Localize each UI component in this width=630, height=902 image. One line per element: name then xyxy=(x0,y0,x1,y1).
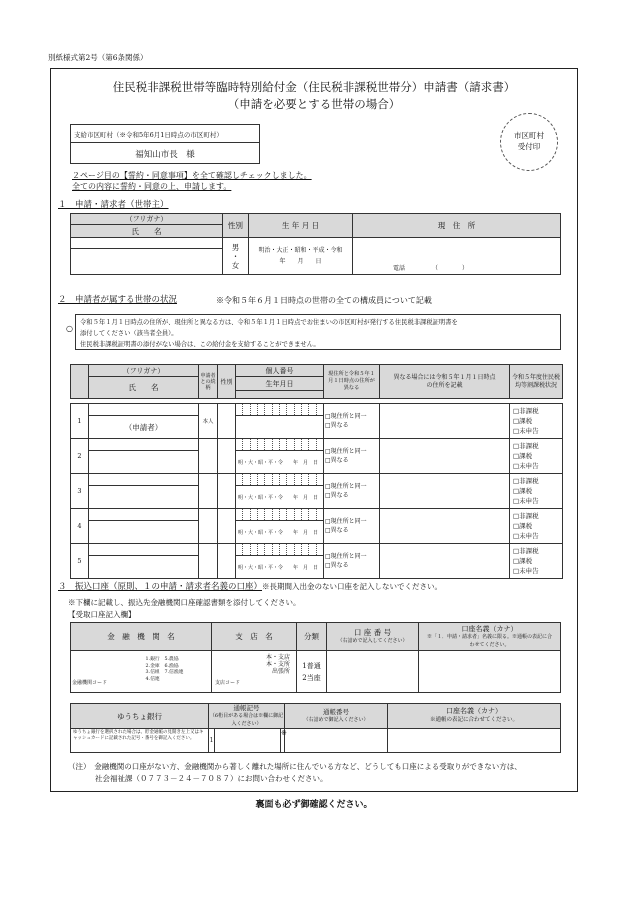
member-furigana-field[interactable] xyxy=(89,509,199,521)
account-number-header: 口 座 番 号 （右詰めで記入してください） xyxy=(327,623,419,651)
passbook-mark-field[interactable] xyxy=(215,729,281,753)
confirm-line-2: 全ての内容に誓約・同意の上、申請します。 xyxy=(72,182,232,191)
applicant-dob[interactable]: 明治・大正・昭和・平成・令和 年 月 日 xyxy=(249,238,353,275)
section1-heading: １ 申請・請求者（世帯主） xyxy=(58,200,169,210)
account-kana-field[interactable] xyxy=(419,651,561,693)
member-same-address[interactable]: □現住所と同一 □異なる xyxy=(324,509,380,544)
note-line-2: 社会福祉課（０７７３－２４－７０８７）にお問い合わせください。 xyxy=(95,774,328,783)
member-name-header: 氏 名 xyxy=(89,377,199,399)
confirm-line-1: ２ページ目の【誓約・同意事項】を全て確認しチェックしました。 xyxy=(72,171,312,180)
dob-header: 生 年 月 日 xyxy=(249,214,353,238)
member-no: 2 xyxy=(71,439,89,474)
member-dob-field[interactable]: 明・大・昭・平・令 年 月 日 xyxy=(236,451,324,474)
applicant-furigana-field[interactable] xyxy=(71,238,223,249)
member-dob-field[interactable]: 明・大・昭・平・令 年 月 日 xyxy=(236,556,324,579)
member-name-field[interactable]: （申請者） xyxy=(89,416,199,439)
reception-stamp: 市区町村 受付印 xyxy=(500,113,558,171)
member-relation[interactable]: 本人 xyxy=(199,404,218,439)
yucho-kana-header: 口座名義（カナ） ※通帳の表記に合わせてください。 xyxy=(388,704,561,729)
member-furigana-field[interactable] xyxy=(89,439,199,451)
member-dob-header: 生年月日 xyxy=(236,377,324,391)
kome-mark: ※ xyxy=(281,729,285,753)
member-same-address[interactable]: □現住所と同一 □異なる xyxy=(324,474,380,509)
member-row xyxy=(71,509,563,521)
member-no: 1 xyxy=(71,404,89,439)
section3-heading-wrap xyxy=(58,583,442,593)
form-subtitle: （申請を必要とする世帯の場合） xyxy=(227,97,401,111)
account-kana-header: 口座名義（カナ） ※「１．申請・請求者」名義に限る。※通帳の表記に合わせてください。 xyxy=(419,623,561,651)
member-rows xyxy=(70,403,562,579)
receiving-account-label: 【受取口座記入欄】 xyxy=(68,610,136,619)
relation-header: 申請者との続柄 xyxy=(199,365,218,399)
municipality-label: 支給市区町村（※令和5年6月1日時点の市区町村） xyxy=(71,125,259,143)
member-dob-field[interactable] xyxy=(236,416,324,439)
member-no: 5 xyxy=(71,544,89,579)
certificate-notice: 令和５年１月１日時点の住所が、現住所と異なる方は、令和５年１月１日時点でお住まいの市区町村が発行する住民税非課税証明書を 添付してください（該当者全員）。 住民税非課税証明書の添付がない場合は、この給付金を支給することができません。 xyxy=(75,314,561,350)
member-jan-address[interactable] xyxy=(380,404,510,439)
member-furigana-header: （フリガナ） xyxy=(89,365,199,377)
name-header: 氏 名 xyxy=(71,225,223,238)
member-no: 4 xyxy=(71,509,89,544)
member-same-address[interactable]: □現住所と同一 □異なる xyxy=(324,404,380,439)
branch-name-header: 支 店 名 xyxy=(212,623,297,651)
circle-mark: ○ xyxy=(66,324,73,333)
footer-notice: 裏面も必ず御確認ください。 xyxy=(255,800,373,810)
branch-code-label: 支店コード xyxy=(215,680,241,686)
address-header: 現 住 所 xyxy=(353,214,561,238)
yucho-header: ゆうちょ銀行 xyxy=(71,704,209,729)
bank-type-options[interactable]: 1.銀行 5.農協 2.金庫 6.漁協 3.信組 7.信漁連 4.信連 xyxy=(144,651,212,693)
member-id-field[interactable] xyxy=(236,544,324,556)
furigana-header: （フリガナ） xyxy=(71,214,223,225)
applicant-gender[interactable]: 男 ・ 女 xyxy=(223,238,249,275)
member-row xyxy=(71,544,563,556)
municipality-name: 福知山市長 様 xyxy=(135,150,195,160)
passbook-number-header: 通帳番号 （右詰めで御記入ください） xyxy=(285,704,388,729)
member-furigana-field[interactable] xyxy=(89,474,199,486)
member-name-field[interactable] xyxy=(89,556,199,579)
member-jan-address[interactable] xyxy=(380,544,510,579)
member-row xyxy=(71,474,563,486)
member-same-address[interactable]: □現住所と同一 □異なる xyxy=(324,439,380,474)
member-relation[interactable] xyxy=(199,544,218,579)
member-jan-address[interactable] xyxy=(380,439,510,474)
id-number-header: 個人番号 xyxy=(236,365,324,377)
gender-header: 性別 xyxy=(223,214,249,238)
member-relation[interactable] xyxy=(199,509,218,544)
branch-type-options[interactable]: 本・支店 本・支所 出張所 xyxy=(212,651,297,693)
member-tax-status[interactable]: □非課税 □課税 □未申告 xyxy=(510,544,563,579)
member-jan-address[interactable] xyxy=(380,509,510,544)
section3-heading: ３ 振込口座（原則、１の申請・請求者名義の口座） xyxy=(58,582,263,592)
applicant-address[interactable]: 電話 （ ） xyxy=(353,238,561,275)
member-tax-status[interactable]: □非課税 □課税 □未申告 xyxy=(510,509,563,544)
member-row xyxy=(71,439,563,451)
member-furigana-field[interactable] xyxy=(89,544,199,556)
member-id-field[interactable] xyxy=(236,474,324,486)
member-gender-header: 性別 xyxy=(218,365,236,399)
member-gender[interactable] xyxy=(218,474,236,509)
bank-name-header: 金 融 機 関 名 xyxy=(71,623,212,651)
note-line-1: （注） 金融機関の口座がない方、金融機関から著しく離れた場所に住んでいる方など、どうしても口座による受取りができない方は、 xyxy=(68,762,522,771)
account-number-field[interactable] xyxy=(327,651,419,693)
account-type-options[interactable]: 1普通 2当座 xyxy=(297,651,327,693)
member-gender[interactable] xyxy=(218,439,236,474)
applicant-table xyxy=(70,213,561,275)
member-name-field[interactable] xyxy=(89,521,199,544)
member-jan-address[interactable] xyxy=(380,474,510,509)
member-tax-status[interactable]: □非課税 □課税 □未申告 xyxy=(510,439,563,474)
member-name-field[interactable] xyxy=(89,451,199,474)
form-title: 住民税非課税世帯等臨時特別給付金（住民税非課税世帯分）申請書（請求書） xyxy=(112,80,516,94)
member-gender[interactable] xyxy=(218,509,236,544)
address-diff-header: 現住所と令和５年１月１日時点の住所が異なる xyxy=(324,365,380,399)
member-row xyxy=(71,404,563,416)
member-id-field[interactable] xyxy=(236,509,324,521)
member-dob-field[interactable]: 明・大・昭・平・令 年 月 日 xyxy=(236,521,324,544)
bank-code-label: 金融機関コード xyxy=(72,680,108,686)
household-table xyxy=(70,364,563,399)
member-tax-status[interactable]: □非課税 □課税 □未申告 xyxy=(510,474,563,509)
member-relation[interactable] xyxy=(199,474,218,509)
section2-heading: ２ 申請者が属する世帯の状況 xyxy=(58,295,178,305)
member-relation[interactable] xyxy=(199,439,218,474)
member-gender[interactable] xyxy=(218,544,236,579)
member-no: 3 xyxy=(71,474,89,509)
section2-note: ※令和５年６月１日時点の世帯の全ての構成員について記載 xyxy=(216,296,432,305)
yucho-note: ゆうちょ銀行を選択された場合は、貯金通帳の見開き左上又はキャッシュカードに記載された記号・番号を御記入ください。 xyxy=(71,729,209,753)
member-id-field[interactable] xyxy=(236,439,324,451)
yucho-table: ゆうちょ銀行 通帳記号 （6桁目がある場合は※欄に御記入ください） 通帳番号 （右詰めで御記入ください） 口座名義（カナ） ※通帳の表記に合わせてください。 ゆうちょ銀行を選択された場合は、貯金通帳の見開き左上又はキャッシュカードに記載された記号・番号を御記入ください。 1 ※ xyxy=(70,703,561,753)
bank-account-table xyxy=(70,622,561,693)
applicant-name-field[interactable] xyxy=(71,249,223,275)
member-id-field[interactable] xyxy=(236,404,324,416)
section3-heading-note: ※長期間入出金のない口座を記入しないでください。 xyxy=(262,582,443,591)
yucho-kana-field[interactable] xyxy=(388,729,561,753)
jan-address-header: 異なる場合には令和５年１月１日時点の住所を記載 xyxy=(380,365,510,399)
member-name-field[interactable] xyxy=(89,486,199,509)
member-furigana-field[interactable] xyxy=(89,404,199,416)
municipality-box xyxy=(70,124,260,164)
member-same-address[interactable]: □現住所と同一 □異なる xyxy=(324,544,380,579)
section3-subnote: ※下欄に記載し、振込先金融機関口座確認書類を添付してください。 xyxy=(68,598,301,607)
tax-status-header: 令和５年度住民税均等割課税状況 xyxy=(510,365,563,399)
no-header xyxy=(71,365,89,399)
member-dob-field[interactable]: 明・大・昭・平・令 年 月 日 xyxy=(236,486,324,509)
passbook-number-field[interactable] xyxy=(285,729,388,753)
member-gender[interactable] xyxy=(218,404,236,439)
passbook-mark-header: 通帳記号 （6桁目がある場合は※欄に御記入ください） xyxy=(209,704,284,727)
member-tax-status[interactable]: □非課税 □課税 □未申告 xyxy=(510,404,563,439)
form-number: 別紙様式第2号（第6条関係） xyxy=(48,53,148,62)
account-type-header: 分類 xyxy=(297,623,327,651)
